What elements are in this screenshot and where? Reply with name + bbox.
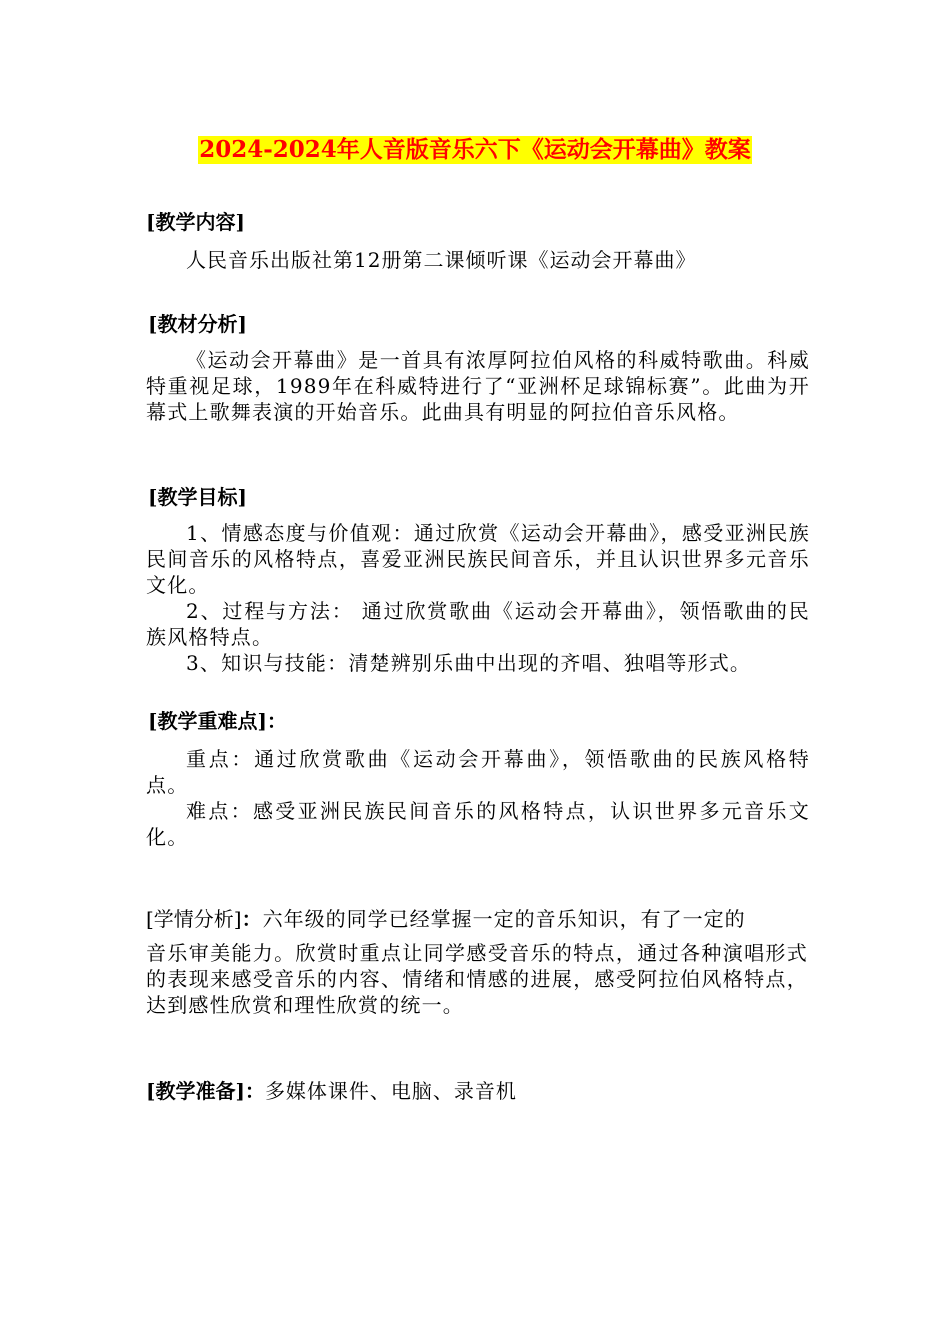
analysis-text: 《运动会开幕曲》是一首具有浓厚阿拉伯风格的科威特歌曲。科威特重视足球，1989年在科威特进行了“亚洲杯足球锦标赛”。此曲为开幕式上歌舞表演的开始音乐。此曲具有明显的阿拉伯音乐风格。 xyxy=(146,348,810,424)
preparation-text: 多媒体课件、电脑、录音机 xyxy=(264,1079,517,1103)
title-container xyxy=(0,136,950,164)
section-heading-goals: [教学目标] xyxy=(148,485,247,509)
important-point: 重点：通过欣赏歌曲《运动会开幕曲》，领悟歌曲的民族风格特点。 xyxy=(146,747,810,797)
goal-item-3: 3、知识与技能：清楚辨别乐曲中出现的齐唱、独唱等形式。 xyxy=(186,651,752,675)
learning-first-text: 六年级的同学已经掌握一定的音乐知识，有了一定的 xyxy=(262,907,746,931)
section-heading-content: [教学内容] xyxy=(146,210,245,234)
section-heading-learning: [学情分析] xyxy=(146,907,242,931)
section-heading-preparation: [教学准备]： xyxy=(146,1079,265,1103)
learning-colon: ： xyxy=(241,907,263,931)
document-title: 2024-2024年人音版音乐六下《运动会开幕曲》教案 xyxy=(199,136,751,163)
difficult-point: 难点：感受亚洲民族民间音乐的风格特点，认识世界多元音乐文化。 xyxy=(146,799,810,849)
learning-text: 音乐审美能力。欣赏时重点让同学感受音乐的特点，通过各种演唱形式的表现来感受音乐的内容、情绪和情感的进展，感受阿拉伯风格特点，达到感性欣赏和理性欣赏的统一。 xyxy=(146,941,808,1017)
section-key-points xyxy=(148,708,810,850)
section-teaching-goals xyxy=(148,484,810,676)
goal-item-1: 1、情感态度与价值观：通过欣赏《运动会开幕曲》，感受亚洲民族民间音乐的风格特点，喜爱亚洲民族民间音乐，并且认识世界多元音乐文化。 xyxy=(146,521,810,597)
section-teaching-content xyxy=(146,209,808,273)
learning-first-line xyxy=(146,906,808,932)
preparation-line xyxy=(146,1078,808,1104)
section-heading-analysis: [教材分析] xyxy=(148,312,247,336)
section-heading-key-points: [教学重难点]： xyxy=(148,709,287,733)
section-material-analysis xyxy=(148,311,810,425)
section-preparation xyxy=(146,1078,808,1104)
section-learning-analysis xyxy=(146,906,808,1018)
content-text: 人民音乐出版社第12册第二课倾听课《运动会开幕曲》 xyxy=(186,248,697,272)
goal-item-2: 2、过程与方法： 通过欣赏歌曲《运动会开幕曲》，领悟歌曲的民族风格特点。 xyxy=(146,599,810,649)
